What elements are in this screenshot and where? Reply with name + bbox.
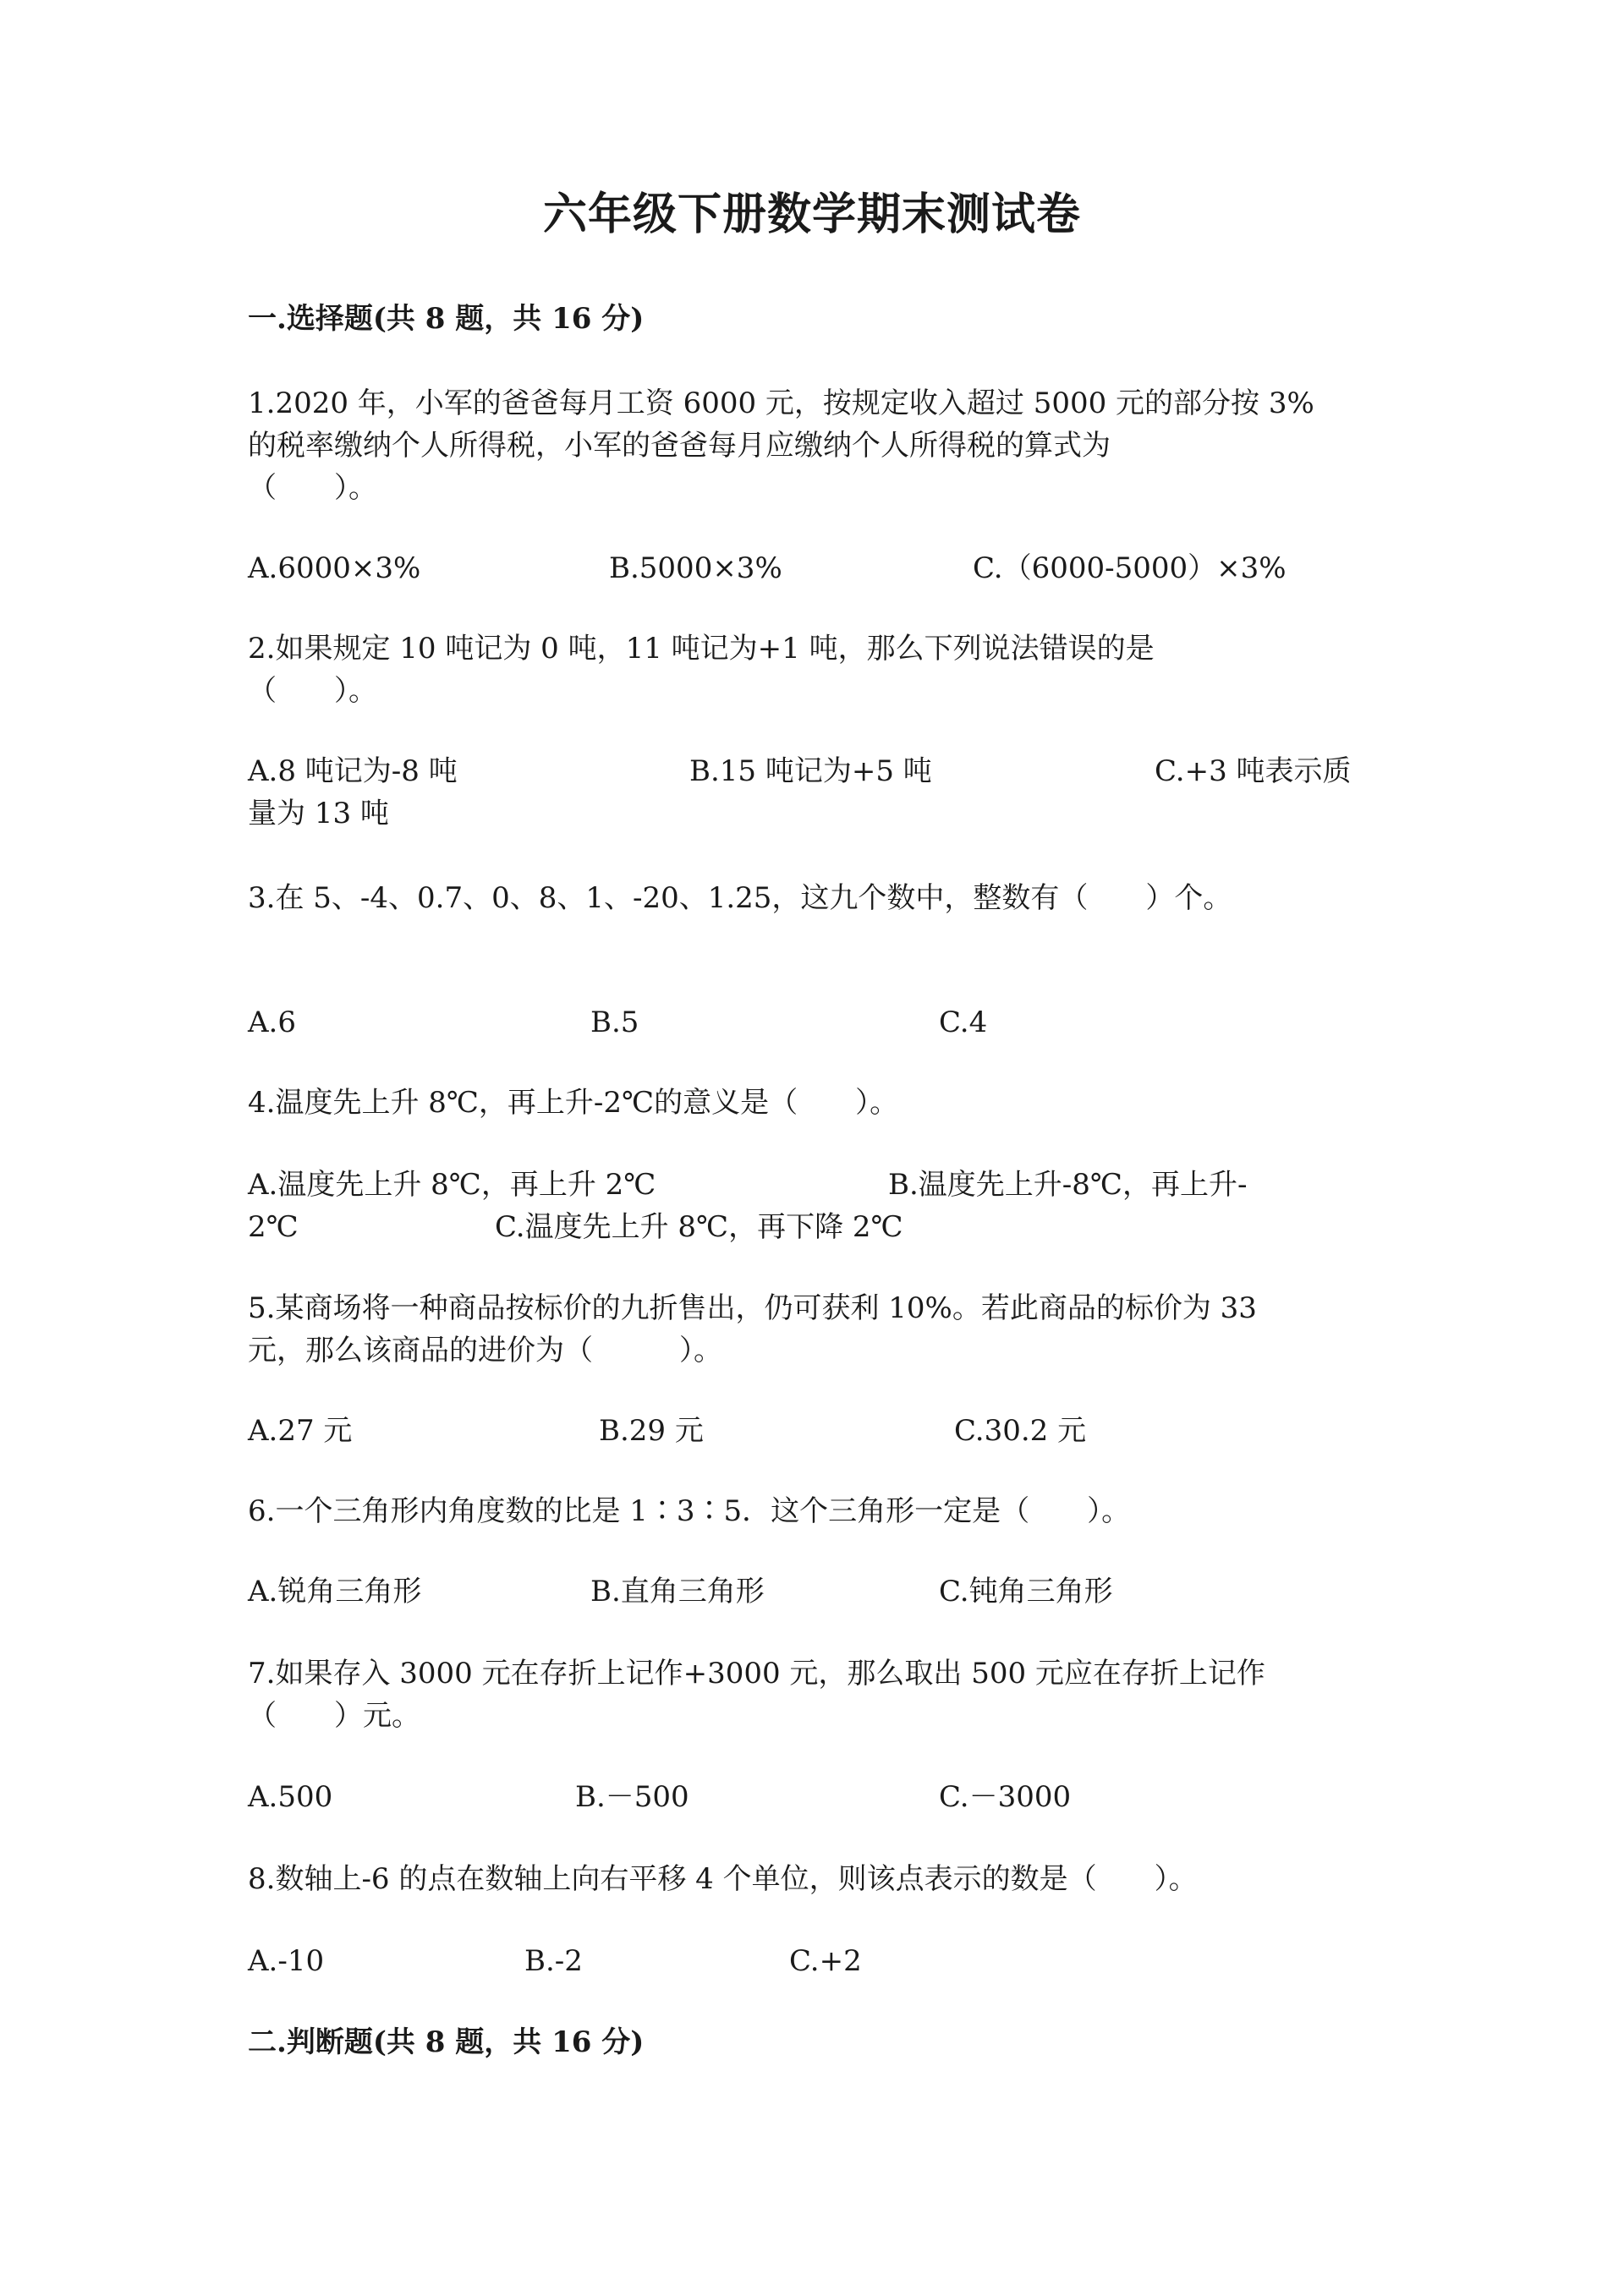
option-a: A.-10 [248, 1944, 325, 1978]
option-c: C.温度先上升 8℃，再下降 2℃ [495, 1210, 903, 1244]
option-b: B.5000×3% [609, 551, 782, 585]
option-a: A.温度先上升 8℃，再上升 2℃ [248, 1168, 656, 1202]
option-b: B.15 吨记为+5 吨 [689, 754, 932, 788]
option-b: B.温度先上升-8℃，再上升- [888, 1168, 1248, 1202]
option-c: C.4 [939, 1006, 988, 1039]
option-a: A.8 吨记为-8 吨 [248, 754, 458, 788]
option-c: C.－3000 [939, 1780, 1072, 1814]
question-text-line: 的税率缴纳个人所得税，小军的爸爸每月应缴纳个人所得税的算式为 [248, 429, 1111, 463]
option-a: A.6 [248, 1006, 296, 1039]
question-text-line: 2.如果规定 10 吨记为 0 吨，11 吨记为+1 吨，那么下列说法错误的是 [248, 632, 1155, 666]
question-text-line: （ ）元。 [248, 1699, 420, 1733]
option-c: C.+3 吨表示质 [1155, 754, 1352, 788]
question-text-line: 6.一个三角形内角度数的比是 1∶3∶5．这个三角形一定是（ ）。 [248, 1494, 1131, 1528]
option-c: C.+2 [789, 1944, 862, 1978]
question-text-line: （ ）。 [248, 674, 377, 708]
option-b: B.－500 [575, 1780, 689, 1814]
option-c-continued: 量为 13 吨 [248, 797, 389, 830]
option-c: C.（6000-5000）×3% [973, 551, 1287, 585]
question-text-line: 元，那么该商品的进价为（ ）。 [248, 1334, 722, 1367]
option-c: C.钝角三角形 [939, 1575, 1113, 1608]
question-text-line: 5.某商场将一种商品按标价的九折售出，仍可获利 10%。若此商品的标价为 33 [248, 1291, 1257, 1325]
section-heading-judgment: 二.判断题(共 8 题，共 16 分) [248, 2025, 645, 2059]
option-a: A.500 [248, 1780, 333, 1814]
option-b: B.直角三角形 [590, 1575, 765, 1608]
option-a: A.27 元 [248, 1414, 353, 1448]
option-b: B.5 [590, 1006, 639, 1039]
question-text-line: 7.如果存入 3000 元在存折上记作+3000 元，那么取出 500 元应在存折上记作 [248, 1657, 1265, 1690]
question-text-line: （ ）。 [248, 471, 377, 505]
question-text-line: 1.2020 年，小军的爸爸每月工资 6000 元，按规定收入超过 5000 元的部分按 3% [248, 386, 1314, 420]
option-c: C.30.2 元 [954, 1414, 1087, 1448]
option-b: B.29 元 [599, 1414, 704, 1448]
section-heading-choice: 一.选择题(共 8 题，共 16 分) [248, 302, 645, 336]
option-b-continued: 2℃ [248, 1210, 299, 1244]
option-b: B.-2 [524, 1944, 583, 1978]
question-text-line: 8.数轴上-6 的点在数轴上向右平移 4 个单位，则该点表示的数是（ ）。 [248, 1862, 1198, 1896]
page-title: 六年级下册数学期末测试卷 [542, 189, 1081, 240]
question-text-line: 3.在 5、-4、0.7、0、8、1、-20、1.25，这九个数中，整数有（ ）个。 [248, 881, 1232, 915]
question-text-line: 4.温度先上升 8℃，再上升-2℃的意义是（ ）。 [248, 1086, 899, 1120]
option-a: A.6000×3% [248, 551, 421, 585]
option-a: A.锐角三角形 [248, 1575, 422, 1608]
